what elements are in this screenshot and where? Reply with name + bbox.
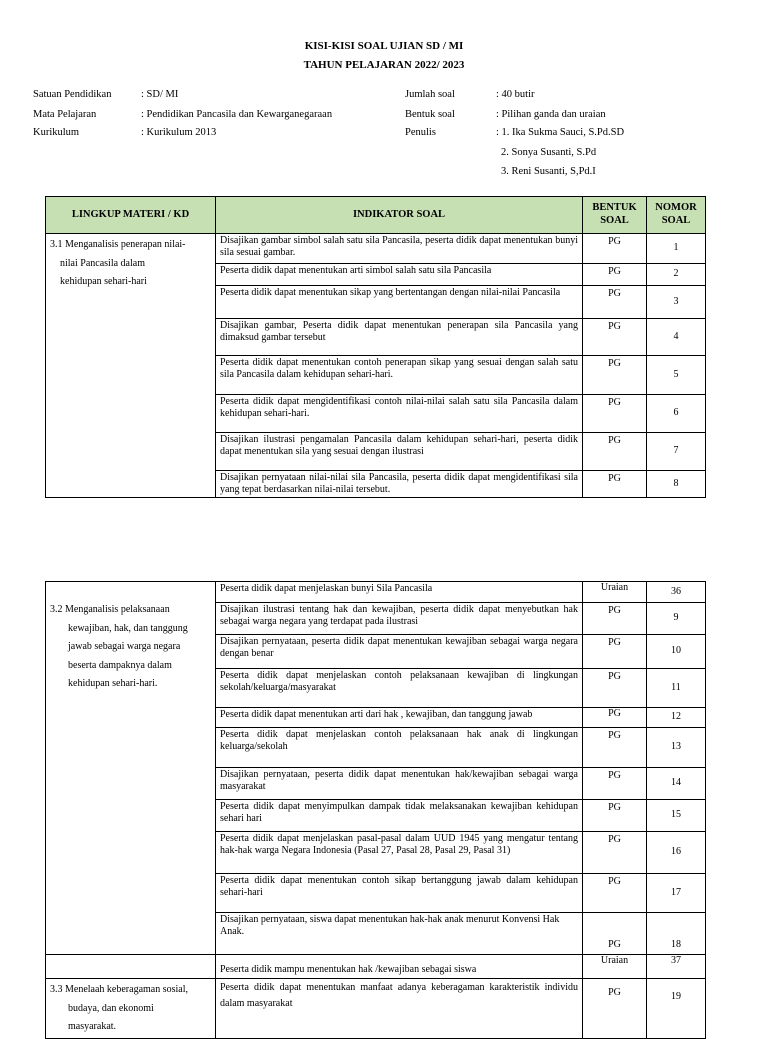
bentuk-cell: PG (583, 234, 647, 264)
bentuk-cell: PG (583, 286, 647, 319)
nomor-cell: 19 (647, 979, 706, 1039)
meta-label-jumlah: Jumlah soal (405, 89, 455, 100)
document-title: KISI-KISI SOAL UJIAN SD / MI (304, 40, 464, 52)
kd-line: 3.3 Menelaah keberagaman sosial, (50, 984, 189, 995)
bentuk-cell: PG (583, 800, 647, 832)
bentuk-cell: PG (583, 874, 647, 913)
bentuk-cell: PG (583, 356, 647, 395)
indikator-cell: Disajikan pernyataan, peserta didik dapat menentukan kewajiban sebagai warga negara dengan benar (216, 635, 583, 669)
kisi-table-2 (45, 581, 706, 1039)
document-subtitle: TAHUN PELAJARAN 2022/ 2023 (303, 59, 465, 71)
indikator-cell: Peserta didik dapat menentukan contoh penerapan sikap yang sesuai dengan salah satu sila Pancasila dalam kehidupan sehari-hari. (216, 356, 583, 395)
nomor-cell: 11 (647, 669, 706, 708)
indikator-cell: Disajikan ilustrasi tentang hak dan kewajiban, peserta didik dapat menyebutkan hak sebagai warga negara yang terdapat pada ilustrasi (216, 603, 583, 635)
nomor-cell: 1 (647, 234, 706, 264)
indikator-cell: Peserta didik dapat menentukan contoh sikap bertanggung jawab dalam kehidupan sehari-hari (216, 874, 583, 913)
nomor-cell: 8 (647, 471, 706, 498)
kd-line: kehidupan sehari-hari. (68, 678, 158, 689)
kd-cell-3-1 (46, 234, 216, 498)
kd-line: kewajiban, hak, dan tanggung (68, 622, 188, 634)
nomor-cell: 6 (647, 395, 706, 433)
nomor-cell: 12 (647, 708, 706, 728)
meta-label-satuan: Satuan Pendidikan (33, 89, 112, 100)
kd-cell-3-3 (46, 979, 216, 1039)
header-lingkup: LINGKUP MATERI / KD (46, 197, 216, 234)
indikator-cell: Peserta didik dapat menentukan arti simbol salah satu sila Pancasila (216, 264, 583, 286)
nomor-cell: 3 (647, 286, 706, 319)
header-indikator: INDIKATOR SOAL (216, 197, 583, 234)
nomor-cell: 36 (647, 582, 706, 603)
bentuk-cell: PG (583, 635, 647, 669)
nomor-cell: 15 (647, 800, 706, 832)
meta-value-penulis: : 1. Ika Sukma Sauci, S.Pd.SD (496, 127, 625, 138)
bentuk-cell: PG (583, 832, 647, 874)
nomor-cell: 4 (647, 319, 706, 356)
bentuk-cell: PG (583, 395, 647, 433)
bentuk-cell: PG (583, 979, 647, 1039)
nomor-cell: 13 (647, 728, 706, 768)
bentuk-cell: PG (583, 728, 647, 768)
nomor-cell: 17 (647, 874, 706, 913)
indikator-cell: Peserta didik dapat menentukan sikap yang bertentangan dengan nilai-nilai Pancasila (216, 286, 583, 319)
kd-line: 3.1 Menganalisis penerapan nilai- (50, 239, 186, 250)
nomor-cell: 2 (647, 264, 706, 286)
indikator-cell: Peserta didik dapat menentukan manfaat adanya keberagaman karakteristik individu dalam masyarakat (216, 979, 583, 1039)
meta-writer-3: 3. Reni Susanti, S,Pd.I (501, 166, 596, 177)
meta-label-penulis: Penulis (405, 127, 436, 138)
indikator-cell: Peserta didik dapat menyimpulkan dampak tidak melaksanakan kewajiban kehidupan sehari hari (216, 800, 583, 832)
indikator-cell: Peserta didik dapat menjelaskan pasal-pasal dalam UUD 1945 yang mengatur tentang hak-hak warga Negara Indonesia (Pasal 27, Pasal 28, Pasal 29, Pasal 31) (216, 832, 583, 874)
kd-line: masyarakat. (68, 1021, 117, 1032)
nomor-cell: 16 (647, 832, 706, 874)
indikator-cell: Disajikan gambar, Peserta didik dapat menentukan penerapan sila Pancasila yang dimaksud gambar tersebut (216, 319, 583, 356)
indikator-cell: Disajikan gambar simbol salah satu sila Pancasila, peserta didik dapat menentukan bunyi sila sesuai gambar. (216, 234, 583, 264)
nomor-cell: 14 (647, 768, 706, 800)
meta-value-bentuk: : Pilihan ganda dan uraian (496, 109, 606, 120)
kd-line: budaya, dan ekonomi (68, 1002, 154, 1014)
kd-line: 3.2 Menganalisis pelaksanaan (50, 604, 170, 615)
kd-empty-cell (46, 955, 216, 979)
bentuk-cell: PG (583, 319, 647, 356)
indikator-cell: Peserta didik dapat menjelaskan contoh pelaksanaan hak anak di lingkungan keluarga/sekolah (216, 728, 583, 768)
meta-value-jumlah: : 40 butir (496, 89, 535, 100)
meta-value-mapel: : Pendidikan Pancasila dan Kewarganegaraan (141, 109, 333, 120)
bentuk-cell: PG (583, 768, 647, 800)
bentuk-cell: PG (583, 471, 647, 498)
indikator-cell: Disajikan ilustrasi pengamalan Pancasila dalam kehidupan sehari-hari, peserta didik dapat menentukan sila yang sesuai dengan ilustrasi (216, 433, 583, 471)
bentuk-cell: PG (583, 264, 647, 286)
indikator-cell: Peserta didik dapat menjelaskan contoh pelaksanaan kewajiban di lingkungan sekolah/keluarga/masyarakat (216, 669, 583, 708)
meta-value-kurikulum: : Kurikulum 2013 (141, 127, 217, 138)
nomor-cell: 5 (647, 356, 706, 395)
bentuk-cell: PG (583, 913, 647, 955)
bentuk-cell: PG (583, 708, 647, 728)
bentuk-cell: Uraian (583, 955, 647, 979)
indikator-cell: Disajikan pernyataan nilai-nilai sila Pancasila, peserta didik dapat mengidentifikasi sila yang tepat berdasarkan nilai-nilai tersebut. (216, 471, 583, 498)
meta-label-bentuk: Bentuk soal (405, 109, 455, 120)
header-bentuk: BENTUK SOAL (583, 197, 647, 234)
indikator-cell: Peserta didik dapat menjelaskan bunyi Sila Pancasila (216, 582, 583, 603)
indikator-cell: Disajikan pernyataan, siswa dapat menentukan hak-hak anak menurut Konvensi Hak Anak. (216, 913, 583, 955)
indikator-cell: Peserta didik mampu menentukan hak /kewajiban sebagai siswa (216, 955, 583, 979)
meta-label-kurikulum: Kurikulum (33, 127, 80, 138)
nomor-cell: 7 (647, 433, 706, 471)
indikator-cell: Disajikan pernyataan, peserta didik dapat menentukan hak/kewajiban sebagai warga masyarakat (216, 768, 583, 800)
bentuk-cell: PG (583, 603, 647, 635)
header-nomor: NOMOR SOAL (647, 197, 706, 234)
kd-line: nilai Pancasila dalam (60, 257, 145, 269)
kisi-table-1 (45, 196, 706, 498)
meta-value-satuan: : SD/ MI (141, 89, 179, 100)
meta-label-mapel: Mata Pelajaran (33, 109, 97, 120)
bentuk-cell: PG (583, 669, 647, 708)
kd-line: kehidupan sehari-hari (60, 276, 147, 287)
bentuk-cell: Uraian (583, 582, 647, 603)
kd-line: beserta dampaknya dalam (68, 659, 172, 671)
kd-line: jawab sebagai warga negara (68, 641, 181, 652)
bentuk-cell: PG (583, 433, 647, 471)
indikator-cell: Peserta didik dapat mengidentifikasi contoh nilai-nilai salah satu sila Pancasila dalam kehidupan sehari-hari. (216, 395, 583, 433)
nomor-cell: 37 (647, 955, 706, 979)
nomor-cell: 9 (647, 603, 706, 635)
meta-writer-2: 2. Sonya Susanti, S.Pd (501, 147, 597, 158)
indikator-cell: Peserta didik dapat menentukan arti dari hak , kewajiban, dan tanggung jawab (216, 708, 583, 728)
nomor-cell: 18 (647, 913, 706, 955)
kd-cell-3-2 (46, 582, 216, 955)
nomor-cell: 10 (647, 635, 706, 669)
